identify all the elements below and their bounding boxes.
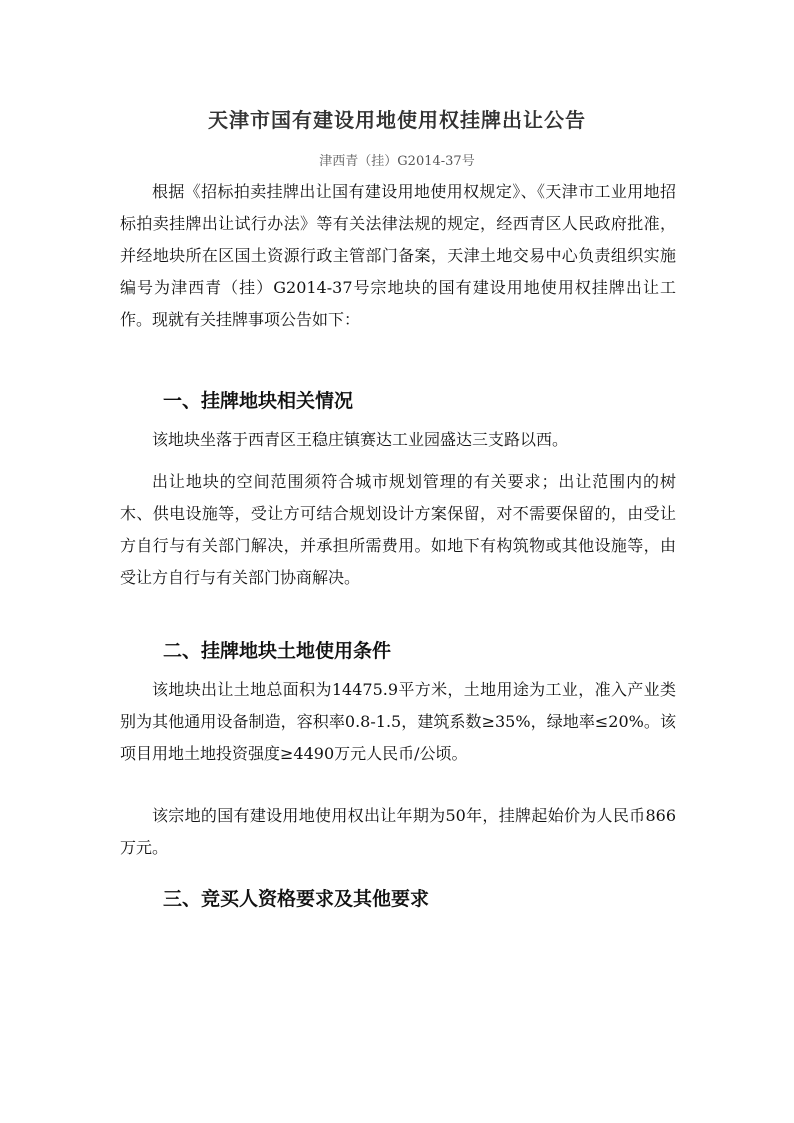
section-3-heading: 三、竞买人资格要求及其他要求 (163, 888, 430, 910)
section-2-conditions-paragraph: 该地块出让土地总面积为14475.9平方米，土地用途为工业，准入产业类别为其他通用设备制造，容积率0.8-1.5，建筑系数≥35%，绿地率≤20%。该项目用地土地投资强度≥4490万元人民币/公顷。 (120, 680, 676, 763)
section-2-price-paragraph: 该宗地的国有建设用地使用权出让年期为50年，挂牌起始价为人民币866万元。 (120, 806, 676, 857)
section-1-requirements-paragraph: 出让地块的空间范围须符合城市规划管理的有关要求；出让范围内的树木、供电设施等，受让方可结合规划设计方案保留，对不需要保留的，由受让方自行与有关部门解决，并承担所需费用。如地下有构筑物或其他设施等，由受让方自行与有关部门协商解决。 (120, 472, 676, 587)
section-1-location-paragraph: 该地块坐落于西青区王稳庄镇赛达工业园盛达三支路以西。 (152, 430, 569, 449)
document-number: 津西青（挂）G2014-37号 (319, 154, 475, 169)
section-2-heading: 二、挂牌地块土地使用条件 (163, 640, 392, 662)
section-1-heading: 一、挂牌地块相关情况 (163, 390, 354, 412)
document-title: 天津市国有建设用地使用权挂牌出让公告 (208, 108, 586, 132)
intro-paragraph: 根据《招标拍卖挂牌出让国有建设用地使用权规定》、《天津市工业用地招标拍卖挂牌出让试行办法》等有关法律法规的规定，经西青区人民政府批准，并经地块所在区国土资源行政主管部门备案，天津土地交易中心负责组织实施编号为津西青（挂）G2014-37号宗地块的国有建设用地使用权挂牌出让工作。现就有关挂牌事项公告如下： (120, 182, 676, 329)
